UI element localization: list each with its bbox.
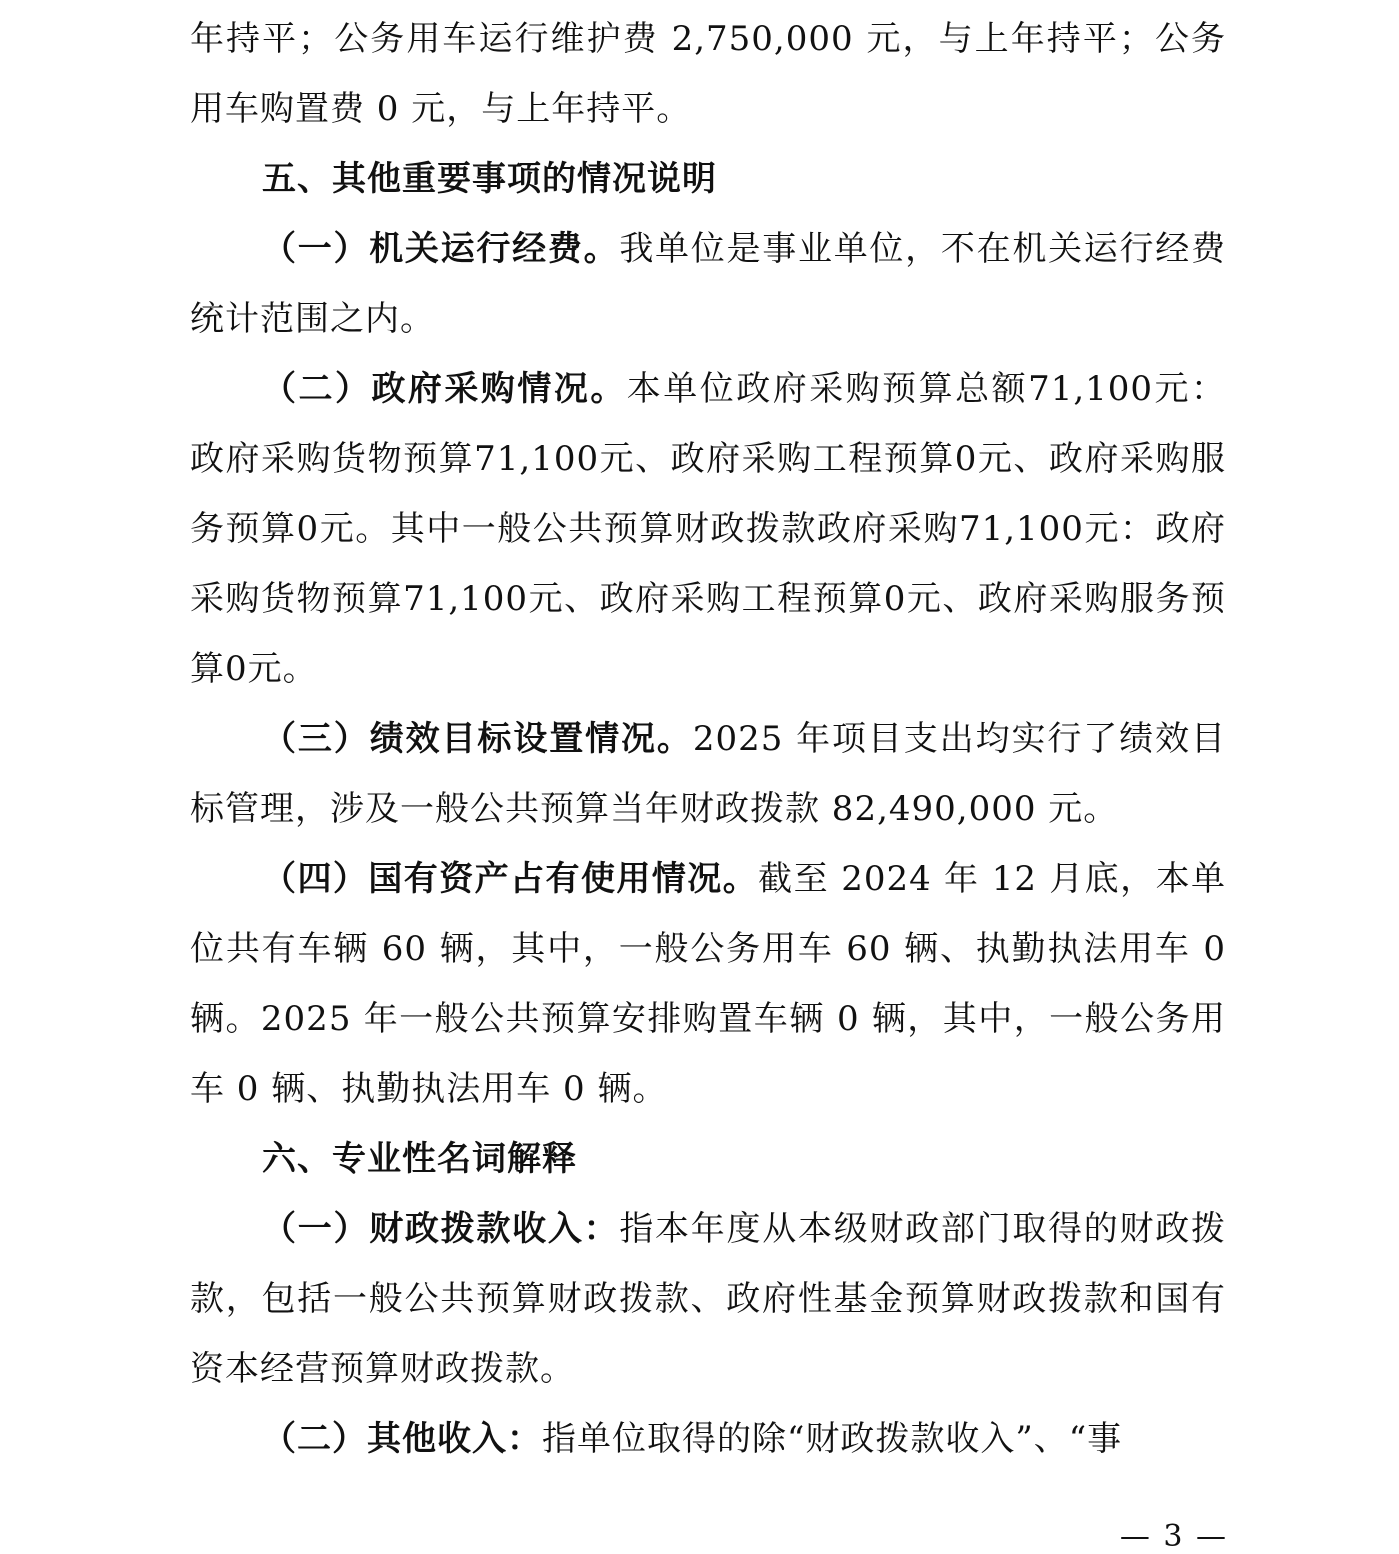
paragraph-lead: （四）国有资产占有使用情况。 bbox=[262, 859, 759, 899]
paragraph-body: 本单位政府采购预算总额71,100元：政府采购货物预算71,100元、政府采购工程预算0元、政府采购服务预算0元。其中一般公共预算财政拨款政府采购71,100元：政府采购货物预算71,100元、政府采购工程预算0元、政府采购服务预算0元。 bbox=[190, 369, 1226, 689]
paragraph-fiscal-appropriation-income bbox=[190, 1194, 1226, 1404]
heading-text: 六、专业性名词解释 bbox=[262, 1139, 577, 1179]
heading-text: 五、其他重要事项的情况说明 bbox=[262, 159, 717, 199]
paragraph-lead: （一）财政拨款收入： bbox=[262, 1209, 620, 1249]
paragraph-government-procurement bbox=[190, 354, 1226, 704]
paragraph-performance-targets bbox=[190, 704, 1226, 844]
section-heading-five bbox=[190, 144, 1226, 214]
paragraph-lead: （二）其他收入： bbox=[262, 1419, 542, 1459]
paragraph-continuation bbox=[190, 4, 1226, 144]
document-body bbox=[190, 4, 1226, 1474]
paragraph-lead: （二）政府采购情况。 bbox=[262, 369, 627, 409]
paragraph-lead: （三）绩效目标设置情况。 bbox=[262, 719, 693, 759]
paragraph-body: 2025 年项目支出均实行了绩效目标管理，涉及一般公共预算当年财政拨款 82,490,000 元。 bbox=[190, 719, 1226, 829]
paragraph-other-income bbox=[190, 1404, 1226, 1474]
paragraph-lead: （一）机关运行经费。 bbox=[262, 229, 620, 269]
paragraph-body: 指单位取得的除“财政拨款收入”、“事 bbox=[542, 1419, 1123, 1459]
paragraph-body: 指本年度从本级财政部门取得的财政拨款，包括一般公共预算财政拨款、政府性基金预算财政拨款和国有资本经营预算财政拨款。 bbox=[190, 1209, 1227, 1389]
paragraph-state-assets bbox=[190, 844, 1226, 1124]
section-heading-six bbox=[190, 1124, 1226, 1194]
paragraph-body: 我单位是事业单位，不在机关运行经费统计范围之内。 bbox=[190, 229, 1227, 339]
paragraph-office-expenses bbox=[190, 214, 1226, 354]
page-number: — 3 — bbox=[1119, 1519, 1228, 1554]
paragraph-body: 截至 2024 年 12 月底，本单位共有车辆 60 辆，其中，一般公务用车 60 辆、执勤执法用车 0 辆。2025 年一般公共预算安排购置车辆 0 辆，其中，一般公务用车 0 辆、执勤执法用车 0 辆。 bbox=[190, 859, 1227, 1109]
paragraph-text: 年持平；公务用车运行维护费 2,750,000 元，与上年持平；公务用车购置费 0 元，与上年持平。 bbox=[190, 19, 1226, 129]
